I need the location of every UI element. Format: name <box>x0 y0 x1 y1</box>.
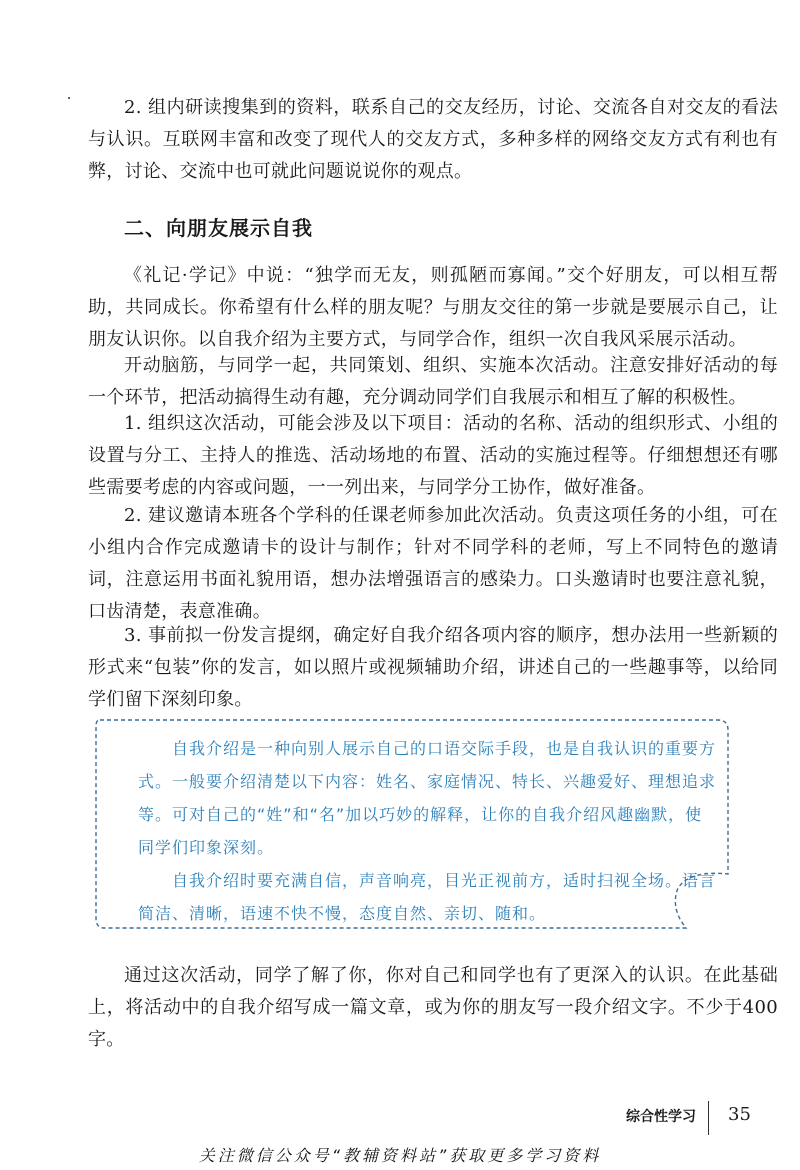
page-speck <box>68 97 70 99</box>
tip-paragraph-2: 自我介绍时要充满自信，声音响亮，目光正视前方，适时扫视全场。语言简洁、清晰，语速不快不慢，态度自然、亲切、随和。 <box>138 871 717 923</box>
watermark-text: 关注微信公众号“教辅资料站”获取更多学习资料 <box>198 1146 602 1165</box>
closing-paragraph: 通过这次活动，同学了解了你，你对自己和同学也有了更深入的认识。在此基础上，将活动中的自我介绍写成一篇文章，或为你的朋友写一段介绍文字。不少于400字。 <box>88 965 778 1050</box>
tip-box <box>94 718 730 930</box>
tip-text <box>138 732 718 930</box>
section1-item2: 2. 组内研读搜集到的资料，联系自己的交友经历，讨论、交流各自对交友的看法与认识。互联网丰富和改变了现代人的交友方式，多种多样的网络交友方式有利也有弊，讨论、交流中也可就此问题说说你的观点。 <box>88 97 778 182</box>
footer-section-title: 综合性学习 <box>626 1109 696 1125</box>
list-item-3: 3. 事前拟一份发言提纲，确定好自我介绍各项内容的顺序，想办法用一些新颖的形式来“包装”你的发言，如以照片或视频辅助介绍，讲述自己的一些趣事等，以给同学们留下深刻印象。 <box>88 625 778 710</box>
page-number: 35 <box>728 1104 751 1125</box>
planning-paragraph: 开动脑筋，与同学一起，共同策划、组织、实施本次活动。注意安排好活动的每一个环节，把活动搞得生动有趣，充分调动同学们自我展示和相互了解的积极性。 <box>88 355 778 408</box>
section-heading: 二、向朋友展示自我 <box>124 216 313 240</box>
list-item-1: 1. 组织这次活动，可能会涉及以下项目：活动的名称、活动的组织形式、小组的设置与分工、主持人的推选、活动场地的布置、活动的实施过程等。仔细想想还有哪些需要考虑的内容或问题，一一列出来，与同学分工协作，做好准备。 <box>88 413 778 498</box>
footer-divider <box>708 1101 709 1135</box>
list-item-2: 2. 建议邀请本班各个学科的任课老师参加此次活动。负责这项任务的小组，可在小组内合作完成邀请卡的设计与制作；针对不同学科的老师，写上不同特色的邀请词，注意运用书面礼貌用语，想办法增强语言的感染力。口头邀请时也要注意礼貌，口齿清楚，表意准确。 <box>88 505 778 622</box>
intro-paragraph: 《礼记·学记》中说：“独学而无友，则孤陋而寡闻。”交个好朋友，可以相互帮助，共同成长。你希望有什么样的朋友呢？与朋友交往的第一步就是要展示自己，让朋友认识你。以自我介绍为主要方式，与同学合作，组织一次自我风采展示活动。 <box>88 265 778 350</box>
tip-paragraph-1: 自我介绍是一种向别人展示自己的口语交际手段，也是自我认识的重要方式。一般要介绍清楚以下内容：姓名、家庭情况、特长、兴趣爱好、理想追求等。可对自己的“姓”和“名”加以巧妙的解释，让你的自我介绍风趣幽默，使同学们印象深刻。 <box>138 739 717 857</box>
